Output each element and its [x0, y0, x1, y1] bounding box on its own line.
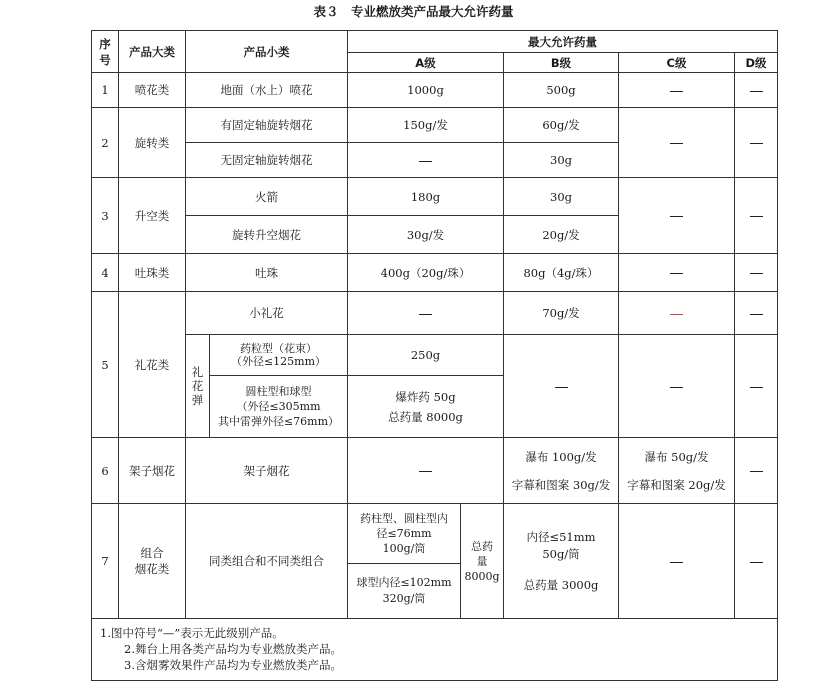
- row4-major: 吐珠类: [119, 254, 186, 292]
- shell-group-text: [188, 365, 207, 407]
- header-seq-char: 号: [99, 52, 111, 67]
- row7-c: [619, 504, 735, 619]
- dash-mark: [670, 216, 683, 217]
- dash-mark: [670, 562, 683, 563]
- row6-minor: 架子烟花: [186, 438, 348, 504]
- row3-b1: 30g: [504, 178, 619, 216]
- row2-minor1: 有固定轴旋转烟花: [186, 108, 348, 143]
- shell-group-char: 弹: [191, 393, 204, 407]
- row1-minor: 地面（水上）喷花: [186, 73, 348, 108]
- header-seq: [92, 31, 119, 73]
- row5-minor2-line1: 药粒型（花束）: [240, 342, 317, 355]
- row6-c-line2: 字幕和图案 20g/发: [627, 477, 726, 492]
- row7-total-value: 8000g: [464, 569, 500, 583]
- row3-a1: 180g: [348, 178, 504, 216]
- row5-minor3-line3: 其中雷弹外径≤76mm）: [217, 415, 340, 428]
- row5-a2: 250g: [348, 335, 504, 376]
- row7-no: 7: [92, 504, 119, 619]
- note-3: 3.含烟雾效果件产品均为专业燃放类产品。: [124, 658, 342, 672]
- row7-sub2-line2: 320g/筒: [382, 592, 426, 605]
- row1-b: 500g: [504, 73, 619, 108]
- dash-mark: [670, 314, 683, 315]
- row3-minor1: 火箭: [186, 178, 348, 216]
- row5-no: 5: [92, 292, 119, 438]
- row7-total: [461, 504, 504, 619]
- dash-mark: [750, 471, 763, 472]
- row3-b2: 20g/发: [504, 216, 619, 254]
- row7-sub1-line2: 径≤76mm: [376, 527, 432, 540]
- row4-d: [735, 254, 778, 292]
- row2-d: [735, 108, 778, 178]
- row7-major-line: 组合: [140, 546, 164, 560]
- dash-mark: [419, 471, 432, 472]
- row7-b-spacer: [506, 563, 616, 577]
- row1-no: 1: [92, 73, 119, 108]
- row2-minor2: 无固定轴旋转烟花: [186, 143, 348, 178]
- dash-mark: [750, 143, 763, 144]
- row6-c-line1: 瀑布 50g/发: [644, 449, 709, 464]
- row5-minor3-line2: （外径≤305mm: [236, 400, 321, 413]
- row5-a3-line1: 爆炸药 50g: [395, 389, 456, 404]
- row5-b1: 70g/发: [504, 292, 619, 335]
- table-title: 表３ 专业燃放类产品最大允许药量: [313, 4, 514, 19]
- row2-b1: 60g/发: [504, 108, 619, 143]
- row3-minor2: 旋转升空烟花: [186, 216, 348, 254]
- row7-sub2: [348, 564, 461, 619]
- row3-major: 升空类: [119, 178, 186, 254]
- row5-b23: [504, 335, 619, 438]
- row2-a1: 150g/发: [348, 108, 504, 143]
- dash-mark: [419, 314, 432, 315]
- header-max: 最大允许药量: [348, 31, 778, 53]
- row6-major: 架子烟花: [119, 438, 186, 504]
- row5-minor1: 小礼花: [186, 292, 348, 335]
- row5-c23: [619, 335, 735, 438]
- row7-sub1-line3: 100g/筒: [382, 542, 426, 555]
- dash-mark: [750, 314, 763, 315]
- row5-d23: [735, 335, 778, 438]
- header-seq-char: 序: [99, 36, 111, 51]
- row6-no: 6: [92, 438, 119, 504]
- row5-minor3: [210, 376, 348, 438]
- shell-group-char: 花: [191, 379, 204, 393]
- row5-minor3-line1: 圆柱型和球型: [245, 385, 312, 398]
- row3-c: [619, 178, 735, 254]
- row6-c: [619, 438, 735, 504]
- dash-mark: [750, 562, 763, 563]
- row7-major-line: 烟花类: [134, 562, 170, 576]
- dash-mark: [750, 91, 763, 92]
- row7-total-label: [463, 539, 501, 569]
- header-grade-d: D级: [735, 53, 778, 73]
- row5-major: 礼花类: [119, 292, 186, 438]
- row7-b-line1: 内径≤51mm: [526, 529, 596, 544]
- row1-major: 喷花类: [119, 73, 186, 108]
- row4-c: [619, 254, 735, 292]
- row4-b: 80g（4g/珠）: [504, 254, 619, 292]
- header-grade-b: B级: [504, 53, 619, 73]
- dash-mark: [555, 387, 568, 388]
- note-2: 2.舞台上用各类产品均为专业燃放类产品。: [124, 642, 342, 656]
- row5-minor2-line2: （外径≤125mm）: [230, 355, 327, 368]
- row3-a2: 30g/发: [348, 216, 504, 254]
- dash-mark: [670, 143, 683, 144]
- dash-mark: [750, 387, 763, 388]
- row3-no: 3: [92, 178, 119, 254]
- row5-a1: [348, 292, 504, 335]
- row6-a: [348, 438, 504, 504]
- header-major: 产品大类: [119, 31, 186, 73]
- dash-mark: [670, 387, 683, 388]
- row5-a3: [348, 376, 504, 438]
- max-charge-table: [91, 30, 778, 681]
- row4-no: 4: [92, 254, 119, 292]
- row7-total-label-line: 总药: [471, 539, 493, 553]
- row3-d: [735, 178, 778, 254]
- row2-major: 旋转类: [119, 108, 186, 178]
- row1-c: [619, 73, 735, 108]
- row2-c: [619, 108, 735, 178]
- dash-mark: [750, 273, 763, 274]
- row7-minor: 同类组合和不同类组合: [186, 504, 348, 619]
- row5-a3-line2: 总药量 8000g: [388, 409, 463, 424]
- row5-c1: [619, 292, 735, 335]
- table-notes: [92, 619, 778, 681]
- dash-mark: [419, 161, 432, 162]
- row6-b-line1: 瀑布 100g/发: [525, 449, 597, 464]
- row6-b-line2: 字幕和图案 30g/发: [511, 477, 611, 492]
- shell-group-label: [186, 335, 210, 438]
- header-grade-a: A级: [348, 53, 504, 73]
- row6-b: [504, 438, 619, 504]
- row4-minor: 吐珠: [186, 254, 348, 292]
- row2-b2: 30g: [504, 143, 619, 178]
- row7-sub1: [348, 504, 461, 564]
- row2-a2: [348, 143, 504, 178]
- row6-d: [735, 438, 778, 504]
- row4-a: 400g（20g/珠）: [348, 254, 504, 292]
- header-minor: 产品小类: [186, 31, 348, 73]
- row5-minor2: [210, 335, 348, 376]
- row1-a: 1000g: [348, 73, 504, 108]
- note-1: 1.图中符号“—”表示无此级别产品。: [100, 626, 284, 640]
- row7-b-line3: 总药量 3000g: [523, 577, 599, 592]
- dash-mark: [750, 216, 763, 217]
- row7-d: [735, 504, 778, 619]
- row2-no: 2: [92, 108, 119, 178]
- dash-mark: [670, 91, 683, 92]
- header-grade-c: C级: [619, 53, 735, 73]
- row7-total-label-line: 量: [476, 554, 488, 568]
- row7-b-line2: 50g/筒: [542, 546, 580, 561]
- row1-d: [735, 73, 778, 108]
- row7-sub2-line1: 球型内径≤102mm: [356, 576, 452, 589]
- dash-mark: [670, 273, 683, 274]
- row5-d1: [735, 292, 778, 335]
- row7-major-text: [121, 545, 183, 577]
- row7-major: [119, 504, 186, 619]
- shell-group-char: 礼: [191, 365, 204, 379]
- row7-sub1-line1: 药柱型、圆柱型内: [360, 512, 448, 525]
- row7-b: [504, 504, 619, 619]
